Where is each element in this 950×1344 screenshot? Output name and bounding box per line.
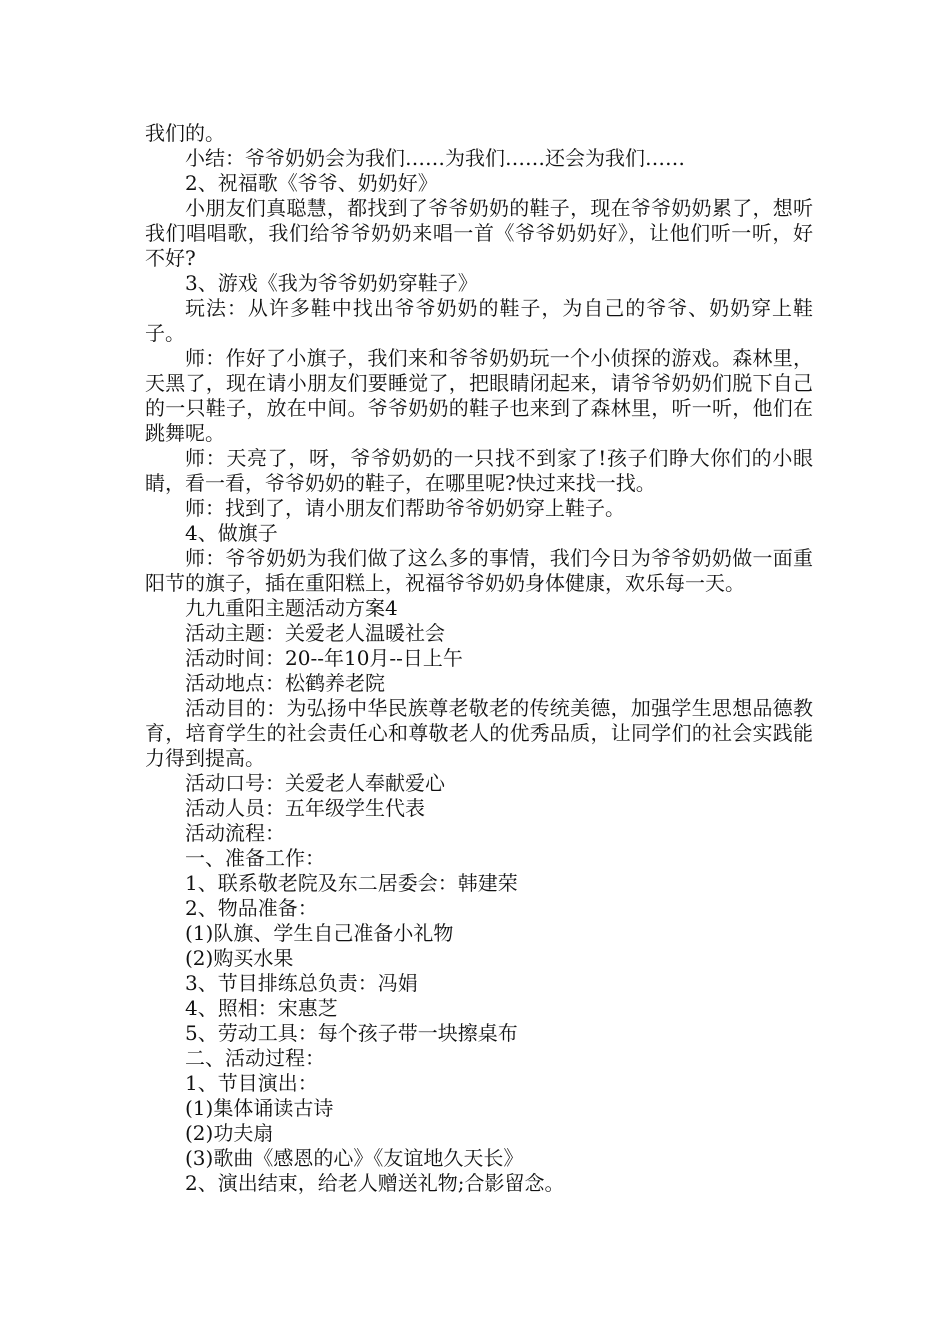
paragraph: 2、物品准备： bbox=[185, 896, 318, 920]
paragraph: 师：找到了，请小朋友们帮助爷爷奶奶穿上鞋子。 bbox=[185, 496, 625, 520]
paragraph: 活动流程： bbox=[185, 821, 285, 845]
paragraph: 二、活动过程： bbox=[185, 1046, 325, 1070]
paragraph: 活动主题：关爱老人温暖社会 bbox=[185, 621, 445, 645]
paragraph: 我们的。 bbox=[145, 121, 225, 145]
paragraph: 1、联系敬老院及东二居委会：韩建荣 bbox=[185, 871, 518, 895]
paragraph: 5、劳动工具：每个孩子带一块擦桌布 bbox=[185, 1021, 518, 1045]
paragraph: 师：天亮了，呀，爷爷奶奶的一只找不到家了!孩子们睁大你们的小眼睛，看一看，爷爷奶奶的鞋子，在哪里呢?快过来找一找。 bbox=[145, 446, 813, 495]
paragraph: 玩法：从许多鞋中找出爷爷奶奶的鞋子，为自己的爷爷、奶奶穿上鞋子。 bbox=[145, 296, 813, 345]
paragraph: 师：作好了小旗子，我们来和爷爷奶奶玩一个小侦探的游戏。森林里，天黑了，现在请小朋友们要睡觉了，把眼睛闭起来，请爷爷奶奶们脱下自己的一只鞋子，放在中间。爷爷奶奶的鞋子也来到了森林里，听一听，他们在跳舞呢。 bbox=[145, 346, 813, 445]
paragraph: (1)集体诵读古诗 bbox=[185, 1096, 334, 1120]
paragraph: 2、演出结束，给老人赠送礼物;合影留念。 bbox=[185, 1171, 565, 1195]
paragraph: 3、游戏《我为爷爷奶奶穿鞋子》 bbox=[185, 271, 478, 295]
paragraph: 2、祝福歌《爷爷、奶奶好》 bbox=[185, 171, 438, 195]
paragraph: 九九重阳主题活动方案4 bbox=[185, 596, 398, 620]
paragraph: 小朋友们真聪慧，都找到了爷爷奶奶的鞋子，现在爷爷奶奶累了，想听我们唱唱歌，我们给爷爷奶奶来唱一首《爷爷奶奶好》，让他们听一听，好不好? bbox=[145, 196, 813, 270]
paragraph: (1)队旗、学生自己准备小礼物 bbox=[185, 921, 454, 945]
paragraph: 活动地点：松鹤养老院 bbox=[185, 671, 385, 695]
paragraph: (2)购买水果 bbox=[185, 946, 294, 970]
paragraph: (3)歌曲《感恩的心》《友谊地久天长》 bbox=[185, 1146, 524, 1170]
paragraph: 活动人员：五年级学生代表 bbox=[185, 796, 425, 820]
document-body bbox=[145, 121, 813, 1196]
paragraph: 小结：爷爷奶奶会为我们……为我们……还会为我们…… bbox=[185, 146, 685, 170]
paragraph: 活动目的：为弘扬中华民族尊老敬老的传统美德，加强学生思想品德教育，培育学生的社会责任心和尊敬老人的优秀品质，让同学们的社会实践能力得到提高。 bbox=[145, 696, 813, 770]
paragraph: (2)功夫扇 bbox=[185, 1121, 274, 1145]
paragraph: 4、做旗子 bbox=[185, 521, 278, 545]
paragraph: 4、照相：宋惠芝 bbox=[185, 996, 338, 1020]
paragraph: 一、准备工作： bbox=[185, 846, 325, 870]
paragraph: 1、节目演出： bbox=[185, 1071, 318, 1095]
paragraph: 活动口号：关爱老人奉献爱心 bbox=[185, 771, 445, 795]
paragraph: 活动时间：20--年10月--日上午 bbox=[185, 646, 463, 670]
paragraph: 3、节目排练总负责：冯娟 bbox=[185, 971, 418, 995]
paragraph: 师：爷爷奶奶为我们做了这么多的事情，我们今日为爷爷奶奶做一面重阳节的旗子，插在重阳糕上，祝福爷爷奶奶身体健康，欢乐每一天。 bbox=[145, 546, 813, 595]
